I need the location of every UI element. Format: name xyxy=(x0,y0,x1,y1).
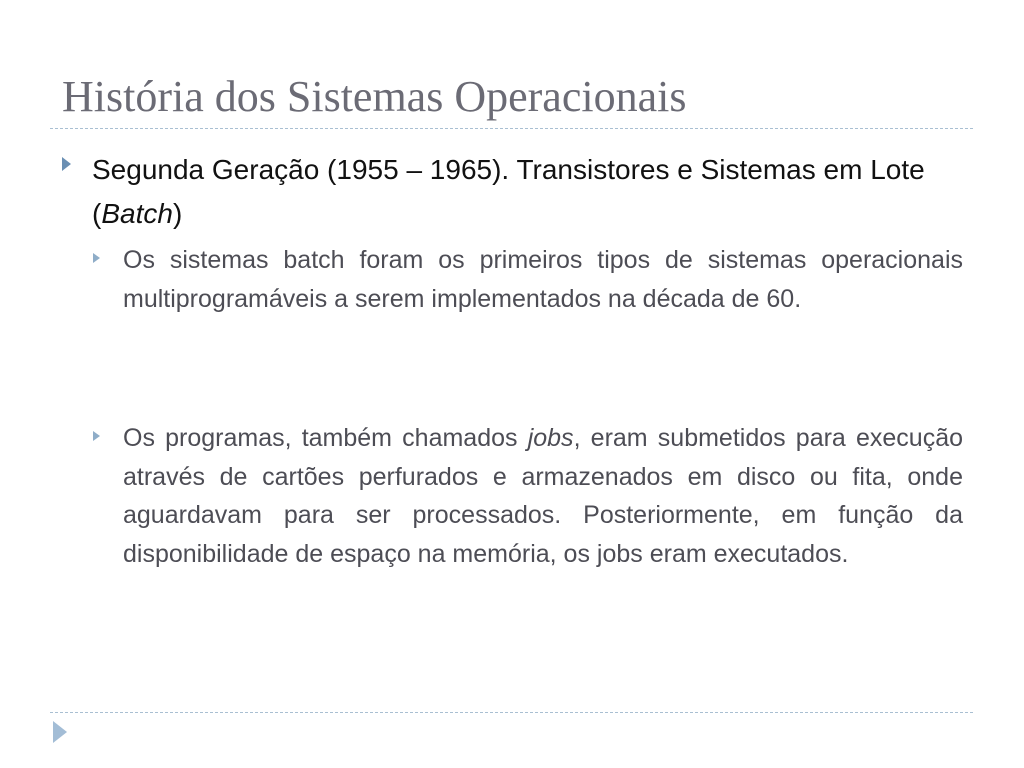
sub-bullet-2-text-end: , eram submetidos para execução através de cartões perfurados e armazenados em disco ou fita, onde aguardavam para ser processados. Posteriormente, em função da disponibilidade de espaço na memória, os jobs eram executados. xyxy=(123,424,964,568)
footer-divider xyxy=(50,712,973,713)
sub-bullet-1-text: Os sistemas batch foram os primeiros tipos de sistemas operacionais multiprogramáveis a serem implementados na década de 60. xyxy=(123,246,963,313)
sub-bullet-2-italic-term: jobs xyxy=(527,424,574,452)
bullet-level1 xyxy=(62,148,962,236)
sub-bullet-2-text-part: Os programas, também chamados xyxy=(123,424,528,452)
sub-bullet-2-text xyxy=(123,419,963,573)
slide-title: História dos Sistemas Operacionais xyxy=(62,72,687,121)
bullet-level1-text-part: Segunda Geração (1955 – 1965). Transistores e Sistemas em Lote ( xyxy=(92,154,925,229)
sub-bullet-triangle-icon xyxy=(93,431,100,441)
title-divider xyxy=(50,128,973,129)
bullet-level1-text-end: ) xyxy=(172,198,183,229)
bullet-triangle-icon xyxy=(62,157,71,171)
sub-bullet-triangle-icon xyxy=(93,253,100,263)
sub-bullet-2 xyxy=(93,419,963,573)
next-slide-icon[interactable] xyxy=(53,721,67,743)
sub-bullet-1 xyxy=(93,241,963,318)
bullet-level1-italic-term: Batch xyxy=(101,198,173,229)
bullet-level1-text xyxy=(92,148,962,236)
